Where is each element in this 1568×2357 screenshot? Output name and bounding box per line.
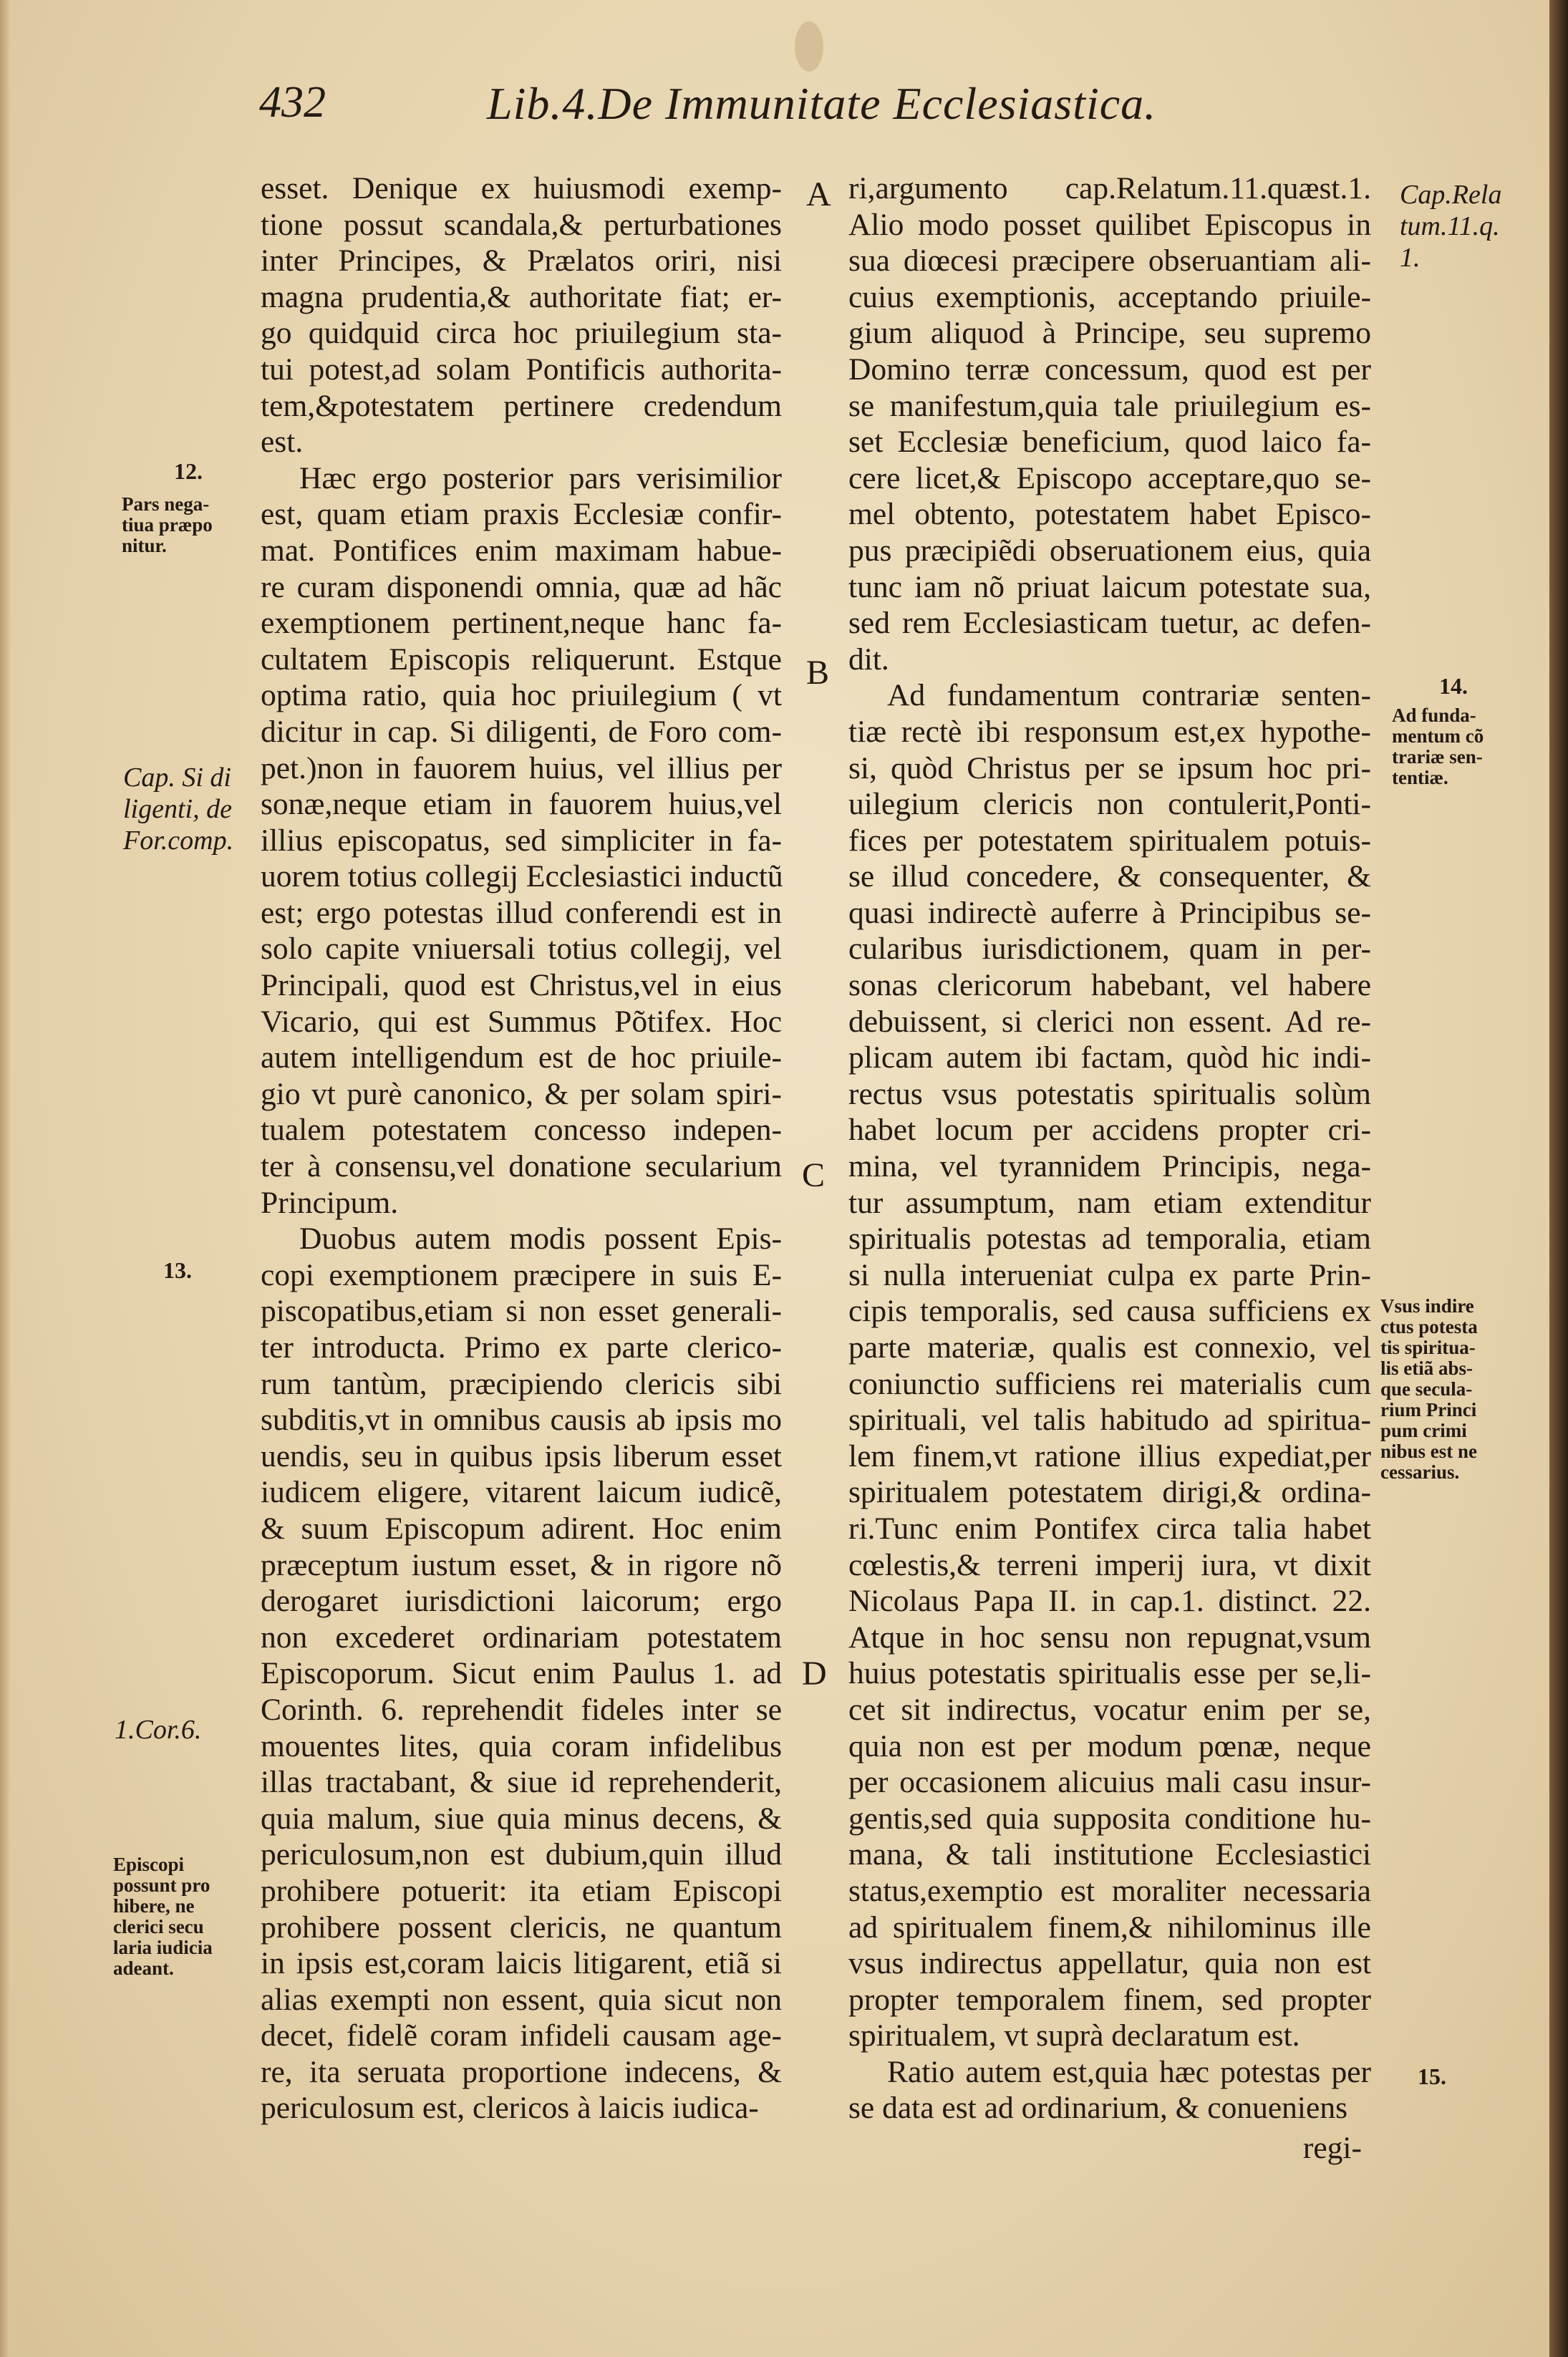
text-line: uorem totius collegij Ecclesiastici inductũ bbox=[261, 859, 783, 894]
text-line: prohibere possent clericis, ne quantum bbox=[261, 1910, 782, 1945]
text-line: cuius exemptionis, acceptando priuile- bbox=[848, 279, 1371, 314]
running-title: Lib.4.De Immunitate Ecclesiastica. bbox=[487, 78, 1157, 129]
text-line: Principum. bbox=[261, 1185, 399, 1220]
text-line: plicam autem ibi factam, quòd hic indi- bbox=[848, 1040, 1371, 1075]
text-line: subditis,vt in omnibus causis ab ipsis mo bbox=[261, 1403, 782, 1438]
text-line: Domino terræ concessum, quod est per bbox=[848, 352, 1371, 387]
text-line: sonæ,neque etiam in fauorem huius,vel bbox=[261, 787, 782, 822]
text-line: re, ita seruata proportione indecens, & bbox=[261, 2054, 782, 2089]
text-line: cularibus iurisdictionem, quam in per- bbox=[848, 931, 1371, 967]
text-line: cœlestis,& terreni imperij iura, vt dixit bbox=[848, 1547, 1371, 1582]
section-letter-a: A bbox=[806, 175, 831, 213]
page-left-edge bbox=[0, 0, 10, 2357]
text-line: est. bbox=[261, 425, 304, 460]
text-line: pus præcipiẽdi obseruationem eius, quia bbox=[848, 533, 1371, 568]
margin-note-vsus-indirectus: Vsus indire ctus potesta tis spiritua- lis etiã abs- que secula- rium Princi pum crimi nibus est ne cessarius. bbox=[1380, 1295, 1478, 1483]
text-line: rectus vsus potestatis spiritualis solùm bbox=[848, 1076, 1371, 1111]
margin-number-14: 14. bbox=[1439, 673, 1468, 699]
text-line: dit. bbox=[848, 642, 889, 677]
text-line: inter Principes, & Prælatos oriri, nisi bbox=[261, 243, 782, 279]
text-line: Nicolaus Papa II. in cap.1. distinct. 22. bbox=[848, 1584, 1371, 1619]
text-line: tiæ rectè ibi responsum est,ex hypothe- bbox=[848, 714, 1371, 749]
text-line: habet locum per accidens propter cri- bbox=[848, 1113, 1371, 1148]
text-line: mouentes lites, quia coram infidelibus bbox=[261, 1728, 782, 1763]
text-line: autem intelligendum est de hoc priuile- bbox=[261, 1040, 782, 1075]
text-line: copi exemptionem præcipere in suis E- bbox=[261, 1257, 782, 1292]
text-line: Hæc ergo posterior pars verisimilior bbox=[299, 460, 782, 495]
text-line: Duobus autem modis possent Epis- bbox=[299, 1221, 782, 1257]
text-line: Alio modo posset quilibet Episcopus in bbox=[848, 207, 1371, 242]
text-line: & suum Episcopum adirent. Hoc enim bbox=[261, 1511, 782, 1546]
text-line: cere licet,& Episcopo acceptare,quo se- bbox=[848, 460, 1371, 495]
text-line: ri,argumento cap.Relatum.11.quæst.1. bbox=[848, 171, 1371, 205]
text-line: mina, vel tyrannidem Principis, nega- bbox=[848, 1149, 1371, 1184]
text-line: Atque in hoc sensu non repugnat,vsum bbox=[848, 1620, 1371, 1655]
margin-citation-cor6: 1.Cor.6. bbox=[115, 1715, 202, 1745]
text-line: status,exemptio est moraliter necessaria bbox=[848, 1873, 1371, 1908]
text-line: per occasionem alicuius mali casu insur- bbox=[848, 1765, 1371, 1800]
text-line: se illud concedere, & consequenter, & bbox=[848, 859, 1371, 894]
text-line: si nulla interueniat culpa ex parte Prin- bbox=[848, 1257, 1371, 1292]
text-line: prohibere potuerit: ita etiam Episcopi bbox=[261, 1873, 782, 1908]
page-number: 432 bbox=[259, 78, 326, 127]
text-line: sonas clericorum habebant, vel habere bbox=[848, 968, 1371, 1003]
text-line: Episcoporum. Sicut enim Paulus 1. ad bbox=[261, 1656, 782, 1691]
section-letter-b: B bbox=[806, 654, 830, 692]
text-line: Principali, quod est Christus,vel in eius bbox=[261, 968, 782, 1003]
margin-number-12: 12. bbox=[174, 458, 203, 484]
left-text-column bbox=[261, 170, 782, 2126]
text-line: quia malum, siue quia minus decens, & bbox=[261, 1801, 782, 1836]
text-line: est; ergo potestas illud conferendi est in bbox=[261, 895, 782, 930]
text-line: illas tractabant, & siue id reprehenderit, bbox=[261, 1765, 782, 1800]
text-line: esset. Denique ex huiusmodi exemp- bbox=[261, 171, 782, 205]
section-letter-c: C bbox=[802, 1156, 826, 1194]
text-line: coniunctio sufficiens rei materialis cum bbox=[848, 1366, 1371, 1401]
text-line: iudicem eligere, vitarent laicum iudicẽ, bbox=[261, 1475, 782, 1510]
text-line: non excederet ordinariam potestatem bbox=[261, 1620, 782, 1655]
text-line: dicitur in cap. Si diligenti, de Foro com- bbox=[261, 714, 782, 749]
page-binding-shadow bbox=[1549, 0, 1568, 2357]
text-line: pet.)non in fauorem huius, vel illius per bbox=[261, 750, 782, 785]
text-line: ad spiritualem finem,& nihilominus ille bbox=[848, 1910, 1371, 1945]
text-line: sed rem Ecclesiasticam tuetur, ac defen- bbox=[848, 606, 1371, 641]
text-line: Corinth. 6. reprehendit fideles inter se bbox=[261, 1692, 782, 1727]
text-line: spirituali, vel talis habitudo ad spiritua- bbox=[848, 1403, 1371, 1438]
text-line: illius episcopatus, sed simpliciter in fa- bbox=[261, 823, 782, 858]
text-line: vsus indirectus appellatur, quia non est bbox=[848, 1946, 1371, 1981]
text-line: fices per potestatem spiritualem potuis- bbox=[848, 823, 1371, 858]
text-line: propter temporalem finem, sed propter bbox=[848, 1982, 1371, 2017]
text-line: uendis, seu in quibus ipsis liberum esset bbox=[261, 1438, 782, 1473]
text-line: tunc iam nõ priuat laicum potestate sua, bbox=[848, 569, 1371, 604]
text-line: quasi indirectè auferre à Principibus se- bbox=[848, 895, 1371, 930]
margin-number-13: 13. bbox=[163, 1257, 192, 1283]
text-line: tem,&potestatem pertinere credendum bbox=[261, 388, 782, 423]
margin-number-15: 15. bbox=[1418, 2063, 1446, 2089]
text-line: ri.Tunc enim Pontifex circa talia habet bbox=[848, 1511, 1371, 1546]
text-line: Ratio autem est,quia hæc potestas per bbox=[887, 2054, 1371, 2089]
margin-note-pars-negatiua: Pars nega- tiua præpo nitur. bbox=[122, 493, 213, 556]
margin-note-episcopi-possunt: Episcopi possunt pro hibere, ne clerici secu laria iudicia adeant. bbox=[113, 1854, 213, 1979]
page-header bbox=[0, 77, 1568, 142]
text-line: alias exempti non essent, quia sicut non bbox=[261, 1982, 782, 2017]
text-line: decet, fidelẽ coram infideli causam age- bbox=[261, 2018, 782, 2053]
text-line: go quidquid circa hoc priuilegium sta- bbox=[261, 316, 782, 351]
text-line: quia non est per modum pœnæ, neque bbox=[848, 1728, 1371, 1763]
text-line: tur assumptum, nam etiam extenditur bbox=[848, 1185, 1371, 1220]
text-line: uilegium clericis non contulerit,Ponti- bbox=[848, 787, 1371, 822]
text-line: Ad fundamentum contrariæ senten- bbox=[887, 678, 1371, 713]
section-letter-d: D bbox=[802, 1655, 827, 1693]
text-line: tui potest,ad solam Pontificis authorita- bbox=[261, 352, 782, 387]
text-line: huius potestatis spiritualis esse per se,li- bbox=[848, 1656, 1371, 1691]
text-line: mel obtento, potestatem habet Episco- bbox=[848, 497, 1371, 532]
text-line: gium aliquod à Principe, seu supremo bbox=[848, 316, 1371, 351]
text-line: gentis,sed quia supposita conditione hu- bbox=[848, 1801, 1371, 1836]
text-line: cipis temporalis, sed causa sufficiens ex bbox=[848, 1294, 1371, 1329]
text-line: se manifestum,quia tale priuilegium es- bbox=[848, 388, 1371, 423]
margin-citation-si-diligenti: Cap. Si di ligenti, de For.comp. bbox=[123, 763, 234, 856]
text-line: derogaret iurisdictioni laicorum; ergo bbox=[261, 1584, 782, 1619]
text-line: exemptionem pertinent,neque hanc fa- bbox=[261, 606, 782, 641]
text-line: re curam disponendi omnia, quæ ad hãc bbox=[261, 569, 782, 604]
margin-note-ad-fundamentum: Ad funda- mentum cõ trariæ sen- tentiæ. bbox=[1392, 705, 1484, 788]
text-line: spiritualem potestatem dirigi,& ordina- bbox=[848, 1475, 1371, 1510]
text-line: cultatem Episcopis reliquerunt. Estque bbox=[261, 642, 782, 677]
text-line: cet sit indirectus, vocatur enim per se, bbox=[848, 1692, 1371, 1727]
text-line: debuissent, si clerici non essent. Ad re- bbox=[848, 1004, 1371, 1039]
text-line: mana, & tali institutione Ecclesiastici bbox=[848, 1837, 1371, 1872]
text-line: sua diœcesi præcipere obseruantiam ali- bbox=[848, 243, 1371, 279]
text-line: gio vt purè canonico, & per solam spiri- bbox=[261, 1076, 782, 1111]
text-line: in ipsis est,coram laicis litigarent, etiã si bbox=[261, 1946, 782, 1981]
text-line: optima ratio, quia hoc priuilegium ( vt bbox=[261, 678, 782, 713]
ink-stain bbox=[795, 21, 823, 72]
text-line: si, quòd Christus per se ipsum hoc pri- bbox=[848, 750, 1371, 785]
text-line: solo capite vniuersali totius collegij, vel bbox=[261, 931, 782, 967]
text-line: tualem potestatem concesso indepen- bbox=[261, 1113, 782, 1148]
text-line: tione possut scandala,& perturbationes bbox=[261, 207, 782, 242]
text-line: est, quam etiam praxis Ecclesiæ confir- bbox=[261, 497, 782, 532]
text-line: magna prudentia,& authoritate fiat; er- bbox=[261, 279, 782, 314]
text-line: spiritualem, vt suprà declaratum est. bbox=[848, 2018, 1300, 2053]
margin-citation-relatum: Cap.Rela tum.11.q. 1. bbox=[1400, 180, 1502, 273]
text-line: periculosum,non est dubium,quin illud bbox=[261, 1837, 782, 1872]
text-line: spiritualis potestas ad temporalia, etiam bbox=[848, 1221, 1371, 1257]
text-line: mat. Pontifices enim maximam habue- bbox=[261, 533, 782, 568]
text-line: piscopatibus,etiam si non esset generali- bbox=[261, 1294, 782, 1329]
text-line: parte materiæ, qualis est connexio, vel bbox=[848, 1330, 1371, 1365]
right-text-column bbox=[848, 170, 1371, 2126]
text-line: set Ecclesiæ beneficium, quod laico fa- bbox=[848, 425, 1371, 460]
catchword: regi- bbox=[1302, 2131, 1362, 2165]
text-line: se data est ad ordinarium, & conueniens bbox=[848, 2091, 1347, 2126]
text-line: ter introducta. Primo ex parte clerico- bbox=[261, 1330, 782, 1365]
text-line: rum tantùm, præcipiendo clericis sibi bbox=[261, 1366, 782, 1401]
text-line: lem finem,vt ratione illius expediat,per bbox=[848, 1438, 1371, 1473]
text-line: ter à consensu,vel donatione secularium bbox=[261, 1149, 782, 1184]
text-line: Vicario, qui est Summus Põtifex. Hoc bbox=[261, 1004, 782, 1039]
text-line: periculosum est, clericos à laicis iudica- bbox=[261, 2091, 759, 2126]
text-line: præceptum iustum esset, & in rigore nõ bbox=[261, 1547, 782, 1582]
